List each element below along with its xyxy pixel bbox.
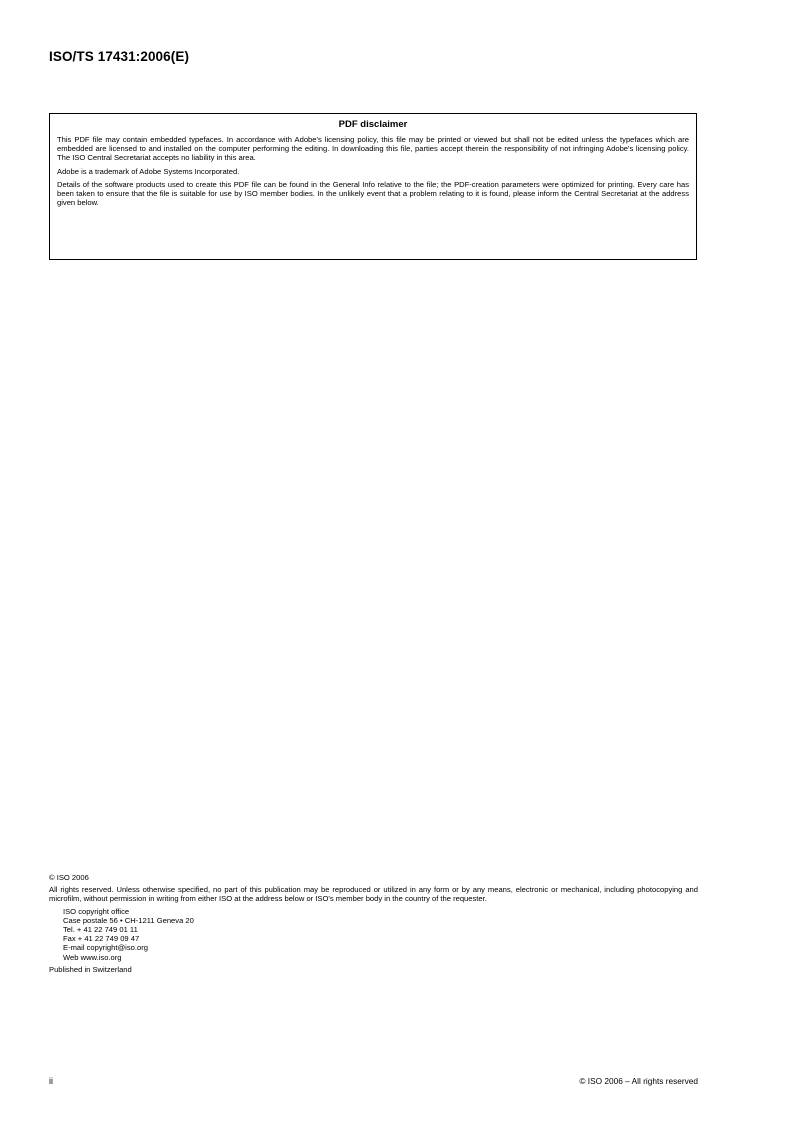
address-postal: Case postale 56 • CH-1211 Geneva 20 bbox=[63, 915, 194, 925]
address-email: E-mail copyright@iso.org bbox=[63, 943, 148, 953]
address-telephone: Tel. + 41 22 749 01 11 bbox=[63, 925, 138, 935]
disclaimer-paragraph-software: Details of the software products used to create this PDF file can be found in the General Info relative to the file; the PDF-creation parameters were optimized for printing. Every care has been taken to ensure that the file is suitable for use by ISO member bodies. In the unlikely event that a problem relating to it is found, please inform the Central Secretariat at the address given below. bbox=[57, 179, 689, 208]
page-number: ii bbox=[49, 1076, 53, 1086]
disclaimer-paragraph-typefaces: This PDF file may contain embedded typefaces. In accordance with Adobe's licensing policy, this file may be printed or viewed but shall not be edited unless the typefaces which are embedded are licensed to and installed on the computer performing the editing. In downloading this file, parties accept therein the responsibility of not infringing Adobe's licensing policy. The ISO Central Secretariat accepts no liability in this area. bbox=[57, 135, 689, 163]
disclaimer-title: PDF disclaimer bbox=[338, 119, 408, 130]
copyright-notice: © ISO 2006 bbox=[49, 873, 89, 882]
iso-address bbox=[49, 907, 698, 962]
rights-reserved-text: All rights reserved. Unless otherwise specified, no part of this publication may be reproduced or utilized in any form or by any means, electronic or mechanical, including photocopying and microfilm, without permission in writing from either ISO at the address below or ISO's member body in the country of the requester. bbox=[49, 885, 698, 904]
copyright-block bbox=[49, 873, 698, 974]
address-web: Web www.iso.org bbox=[63, 952, 122, 962]
pdf-disclaimer-box bbox=[49, 113, 697, 260]
published-location: Published in Switzerland bbox=[49, 964, 132, 974]
address-fax: Fax + 41 22 749 09 47 bbox=[63, 934, 140, 944]
document-id-header: ISO/TS 17431:2006(E) bbox=[49, 49, 190, 64]
footer-copyright: © ISO 2006 – All rights reserved bbox=[579, 1076, 698, 1086]
disclaimer-paragraph-trademark: Adobe is a trademark of Adobe Systems Incorporated. bbox=[57, 166, 240, 176]
address-office: ISO copyright office bbox=[63, 906, 130, 916]
